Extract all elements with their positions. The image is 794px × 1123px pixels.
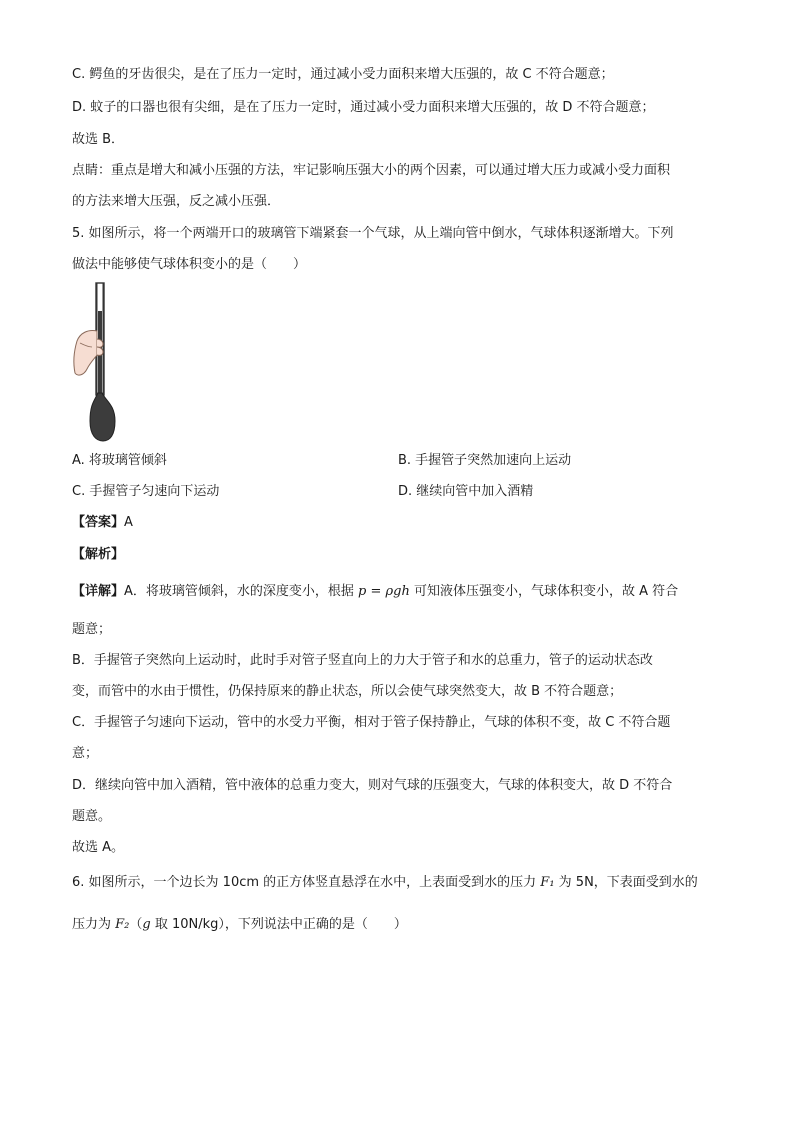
detail-choice: 故选 A。 (72, 840, 125, 855)
detail-c-line-1: C．手握管子匀速向下运动，管中的水受力平衡，相对于管子保持静止，气球的体积不变，故 C 不符合题 (72, 715, 671, 730)
balloon-tube-figure (70, 281, 130, 447)
question-6-line-1 (72, 874, 698, 892)
answer-value: A (124, 515, 133, 530)
answer-label: 【答案】 (72, 515, 125, 530)
force-f1: F₁ (540, 875, 555, 890)
detail-b-line-1: B．手握管子突然向上运动时，此时手对管子竖直向上的力大于管子和水的总重力，管子的运动状态改 (72, 653, 653, 668)
question-6-line-2 (72, 916, 407, 934)
note-line-2: 的方法来增大压强，反之减小压强． (72, 194, 281, 209)
note-line-1: 点睛：重点是增大和减小压强的方法，牢记影响压强大小的两个因素，可以通过增大压力或减小受力面积 (72, 163, 671, 178)
q6-text-1: 6. 如图所示，一个边长为 10cm 的正方体竖直悬浮在水中，上表面受到水的压力 (72, 875, 541, 890)
option-b: B. 手握管子突然加速向上运动 (398, 453, 572, 468)
detail-a-cont: 题意； (72, 622, 112, 637)
solution-d-line: D. 蚊子的口器也很有尖细，是在了压力一定时，通过减小受力面积来增大压强的，故 D 不符合题意； (72, 100, 655, 115)
choice-line: 故选 B． (72, 132, 125, 147)
q6-text-4: （ (129, 917, 143, 932)
detail-b-line-2: 变，而管中的水由于惯性，仍保持原来的静止状态，所以会使气球突然变大，故 B 不符合题意； (72, 684, 623, 699)
q6-text-3: 压力为 (72, 917, 116, 932)
q6-text-2: 为 5N，下表面受到水的 (554, 875, 698, 890)
detail-d-line-1: D．继续向管中加入酒精，管中液体的总重力变大，则对气球的压强变大，气球的体积变大，故 D 不符合 (72, 778, 673, 793)
detail-label: 【详解】 (72, 584, 125, 599)
option-c: C. 手握管子匀速向下运动 (72, 484, 220, 499)
hand (74, 330, 97, 375)
q6-text-5: 取 10N/kg），下列说法中正确的是（ ） (150, 917, 407, 932)
detail-a-line (72, 583, 678, 601)
detail-d-line-2: 题意。 (72, 809, 112, 824)
balloon (90, 393, 115, 441)
force-f2: F₂ (115, 917, 130, 932)
solution-c-line: C. 鳄鱼的牙齿很尖，是在了压力一定时，通过减小受力面积来增大压强的，故 C 不符合题意； (72, 67, 614, 82)
detail-a-text-end: 可知液体压强变小，气球体积变小，故 A 符合 (409, 584, 679, 599)
analysis-label: 【解析】 (72, 547, 125, 562)
detail-a-text: A．将玻璃管倾斜，水的深度变小，根据 (124, 584, 359, 599)
question-5-line-1: 5. 如图所示，将一个两端开口的玻璃管下端紧套一个气球，从上端向管中倒水，气球体积逐渐增大。下列 (72, 226, 674, 241)
answer-line (72, 514, 133, 532)
option-a: A. 将玻璃管倾斜 (72, 453, 167, 468)
option-d: D. 继续向管中加入酒精 (398, 484, 534, 499)
gravity-g: g (142, 917, 151, 932)
question-5-line-2: 做法中能够使气球体积变小的是（ ） (72, 257, 307, 272)
pressure-formula: p = ρgh (358, 584, 410, 599)
detail-c-line-2: 意； (72, 746, 99, 761)
